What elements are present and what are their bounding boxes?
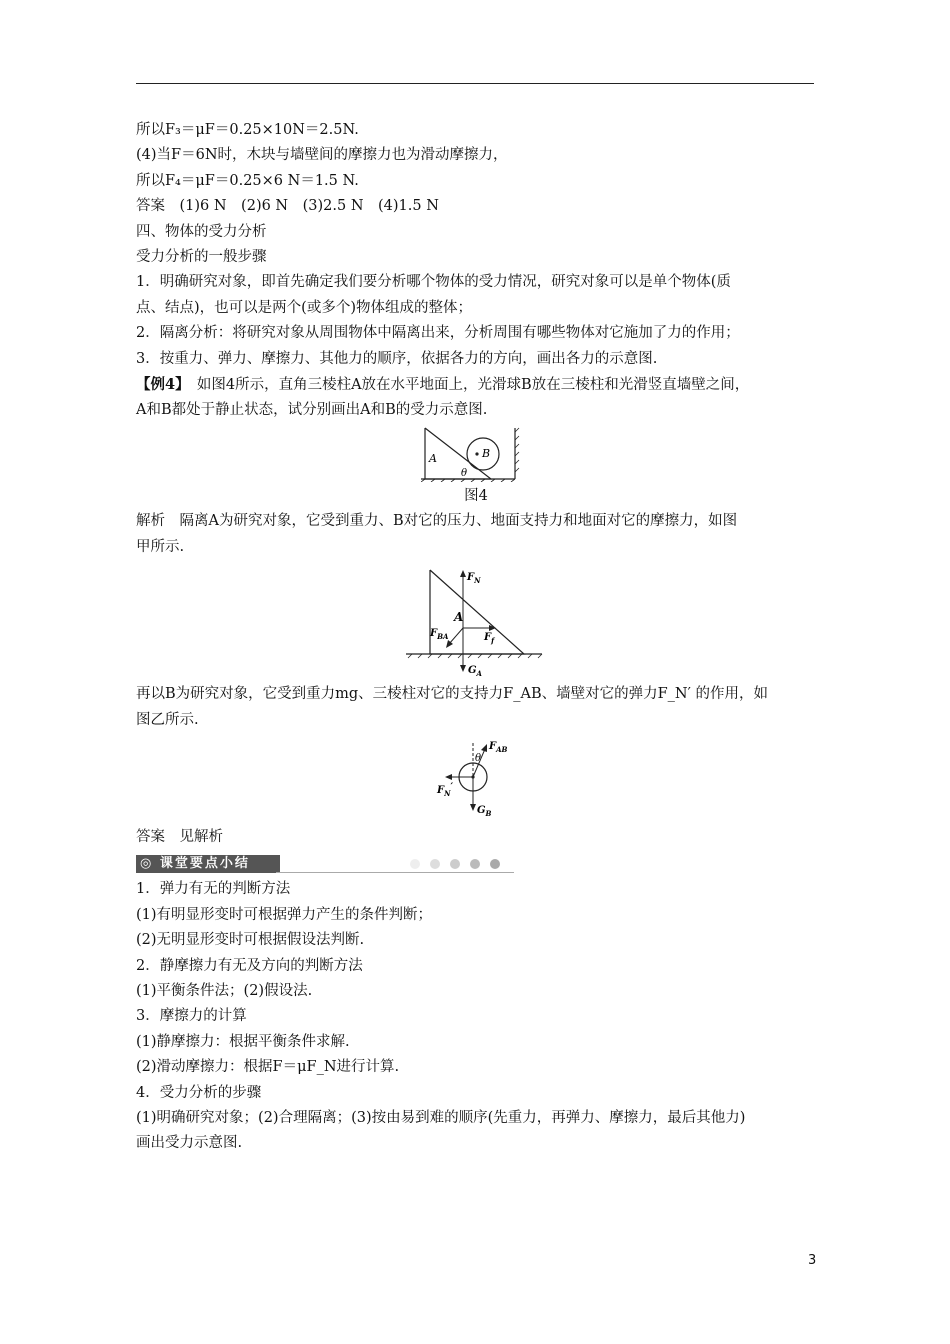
text-line: 2．隔离分析：将研究对象从周围物体中隔离出来，分析周围有哪些物体对它施加了力的作用； (136, 325, 740, 342)
analysis-text: 再以B为研究对象，它受到重力mg、三棱柱对它的支持力F_AB、墙壁对它的弹力F_N′ 的作用，如 (136, 686, 769, 703)
figure-yi (421, 739, 531, 823)
analysis-text: 甲所示. (136, 538, 185, 555)
figure-4 (421, 426, 531, 482)
figure-caption: 图4 (464, 487, 488, 504)
summary-line: 画出受力示意图. (136, 1135, 243, 1152)
banner-dot (450, 859, 460, 869)
summary-line: (1)明确研究对象；(2)合理隔离；(3)按由易到难的顺序(先重力，再弹力、摩擦力，最后其他力) (136, 1109, 746, 1126)
banner-dot (490, 859, 500, 869)
yi-theta-label: θ (475, 752, 482, 764)
summary-line: 4．受力分析的步骤 (136, 1084, 262, 1101)
text-line: 1．明确研究对象，即首先确定我们要分析哪个物体的受力情况，研究对象可以是单个物体(质 (136, 274, 731, 291)
banner-dot (430, 859, 440, 869)
example-line (136, 372, 816, 398)
jia-ff-label: $F_f$ (484, 632, 495, 646)
answer-line: 答案 (1)6 N (2)6 N (3)2.5 N (4)1.5 N (136, 198, 439, 215)
summary-banner (136, 853, 816, 875)
analysis-text: 图乙所示. (136, 711, 199, 728)
section-heading: 四、物体的受力分析 (136, 223, 267, 240)
banner-dot (470, 859, 480, 869)
figure-jia (406, 566, 546, 678)
header-rule (136, 83, 814, 84)
yi-gb-label: $G_B$ (477, 804, 492, 818)
page-body (136, 118, 816, 1157)
jia-fba-label: $F_{BA}$ (430, 628, 449, 642)
text-line: 所以F₄＝μF＝0.25×6 N＝1.5 N. (136, 172, 359, 189)
summary-line: (2)无明显形变时可根据假设法判断. (136, 932, 365, 949)
summary-line: (1)平衡条件法；(2)假设法. (136, 982, 313, 999)
analysis-text: 解析 隔离A为研究对象，它受到重力、B对它的压力、地面支持力和地面对它的摩擦力，如图 (136, 513, 738, 530)
yi-fab-label: $F_{AB}$ (489, 740, 508, 754)
example-text: 如图4所示，直角三棱柱A放在水平地面上，光滑球B放在三棱柱和光滑竖直墙壁之间， (182, 377, 750, 394)
yi-fn-label: $F_N'$ (437, 781, 454, 798)
summary-line: (2)滑动摩擦力：根据F＝μF_N进行计算. (136, 1059, 400, 1076)
summary-line: 1．弹力有无的判断方法 (136, 881, 291, 898)
text-line: 点、结点)，也可以是两个(或多个)物体组成的整体； (136, 299, 472, 316)
example-tag: 【例4】 (136, 376, 183, 394)
text-line: 所以F₃＝μF＝0.25×10N＝2.5N. (136, 122, 359, 138)
example-text: A和B都处于静止状态，试分别画出A和B的受力示意图. (136, 402, 488, 419)
subsection-heading: 受力分析的一般步骤 (136, 249, 267, 266)
summary-line: 3．摩擦力的计算 (136, 1008, 247, 1025)
answer-line: 答案 见解析 (136, 828, 223, 845)
jia-a-label: A (454, 610, 464, 625)
summary-banner-title: ◎ 课堂要点小结 (136, 855, 280, 873)
text-line: 3．按重力、弹力、摩擦力、其他力的顺序，依据各力的方向，画出各力的示意图. (136, 350, 658, 367)
summary-line: (1)有明显形变时可根据弹力产生的条件判断； (136, 906, 433, 923)
summary-line: 2．静摩擦力有无及方向的判断方法 (136, 957, 363, 974)
fig4-label-a: A (429, 451, 437, 465)
fig4-label-b: B (482, 446, 491, 460)
banner-dot (410, 859, 420, 869)
fig4-label-theta: θ (461, 467, 468, 479)
jia-ga-label: $G_A$ (468, 665, 482, 679)
summary-line: (1)静摩擦力：根据平衡条件求解. (136, 1033, 350, 1050)
page-number: 3 (808, 1253, 817, 1268)
jia-fn-label: $F_N$ (467, 572, 481, 586)
banner-rule (276, 872, 514, 873)
text-line: (4)当F＝6N时，木块与墙壁间的摩擦力也为滑动摩擦力， (136, 147, 508, 164)
